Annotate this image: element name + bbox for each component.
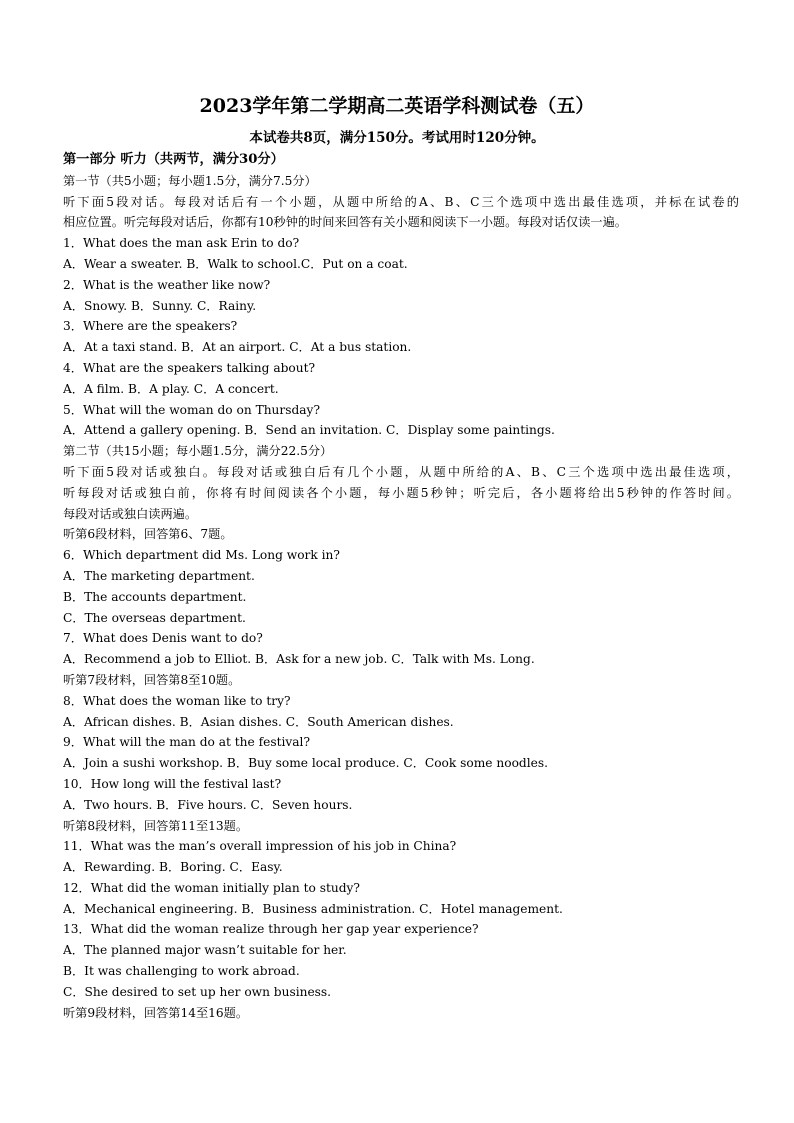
question-6-option-c: C．The overseas department. xyxy=(63,610,246,625)
question-3: 3．Where are the speakers? xyxy=(63,319,238,334)
section1-instructions-line: 相应位置。听完每段对话后，你都有10秒钟的时间来回答有关小题和阅读下一小题。每段对话仅读一遍。 xyxy=(63,215,627,230)
material-7-heading: 听第7段材料，回答第8至10题。 xyxy=(63,672,241,687)
question-9-options: A．Join a sushi workshop. B．Buy some local produce. C．Cook some noodles. xyxy=(63,756,548,771)
question-11-options: A．Rewarding. B．Boring. C．Easy. xyxy=(63,860,283,875)
question-5: 5．What will the woman do on Thursday? xyxy=(63,402,320,417)
question-8-options: A．African dishes. B．Asian dishes. C．South American dishes. xyxy=(63,714,454,729)
question-1-options: A．Wear a sweater. B．Walk to school.C．Put on a coat. xyxy=(63,256,408,271)
section2-instructions-line: 每段对话或独白读两遍。 xyxy=(63,506,198,521)
question-12: 12．What did the woman initially plan to study? xyxy=(63,880,360,895)
question-8: 8．What does the woman like to try? xyxy=(63,693,291,708)
exam-content xyxy=(63,150,739,1023)
question-13: 13．What did the woman realize through her gap year experience? xyxy=(63,922,479,937)
question-2-options: A．Snowy. B．Sunny. C．Rainy. xyxy=(63,298,257,313)
part1-heading: 第一部分 听力（共两节，满分30分） xyxy=(63,152,284,167)
question-1: 1．What does the man ask Erin to do? xyxy=(63,236,300,251)
section1-instructions-line: 听下面5段对话。每段对话后有一个小题，从题中所给的A、B、C三个选项中选出最佳选项，并标在试卷的 xyxy=(63,194,739,209)
question-3-options: A．At a taxi stand. B．At an airport. C．At a bus station. xyxy=(63,340,412,355)
question-6: 6．Which department did Ms. Long work in? xyxy=(63,548,340,563)
question-6-option-a: A．The marketing department. xyxy=(63,568,255,583)
question-9: 9．What will the man do at the festival? xyxy=(63,735,310,750)
question-10: 10．How long will the festival last? xyxy=(63,776,282,791)
section2-heading: 第二节（共15小题；每小题1.5分，满分22.5分） xyxy=(63,444,333,459)
question-12-options: A．Mechanical engineering. B．Business administration. C．Hotel management. xyxy=(63,901,563,916)
question-5-options: A．Attend a gallery opening. B．Send an invitation. C．Display some paintings. xyxy=(63,423,555,438)
question-13-option-b: B．It was challenging to work abroad. xyxy=(63,964,300,979)
section1-heading: 第一节（共5小题；每小题1.5分，满分7.5分） xyxy=(63,173,317,188)
page-subtitle: 本试卷共8页，满分150分。考试用时120分钟。 xyxy=(249,130,545,146)
material-6-heading: 听第6段材料，回答第6、7题。 xyxy=(63,527,233,542)
question-4: 4．What are the speakers talking about? xyxy=(63,360,316,375)
question-7: 7．What does Denis want to do? xyxy=(63,631,263,646)
material-9-heading: 听第9段材料，回答第14至16题。 xyxy=(63,1005,249,1020)
question-7-options: A．Recommend a job to Elliot. B．Ask for a new job. C．Talk with Ms. Long. xyxy=(63,652,535,667)
question-6-option-b: B．The accounts department. xyxy=(63,589,247,604)
question-11: 11．What was the man’s overall impression of his job in China? xyxy=(63,839,457,854)
question-13-option-a: A．The planned major wasn’t suitable for her. xyxy=(63,943,347,958)
question-10-options: A．Two hours. B．Five hours. C．Seven hours. xyxy=(63,797,353,812)
question-13-option-c: C．She desired to set up her own business. xyxy=(63,984,332,999)
page-title: 2023学年第二学期高二英语学科测试卷（五） xyxy=(199,95,595,117)
material-8-heading: 听第8段材料，回答第11至13题。 xyxy=(63,818,249,833)
section2-instructions-line: 听每段对话或独白前，你将有时间阅读各个小题，每小题5秒钟；听完后，各小题将给出5秒钟的作答时间。 xyxy=(63,485,739,500)
question-2: 2．What is the weather like now? xyxy=(63,277,271,292)
question-4-options: A．A film. B．A play. C．A concert. xyxy=(63,381,279,396)
section2-instructions-line: 听下面5段对话或独白。每段对话或独白后有几个小题，从题中所给的A、B、C三个选项中选出最佳选项， xyxy=(63,464,739,479)
